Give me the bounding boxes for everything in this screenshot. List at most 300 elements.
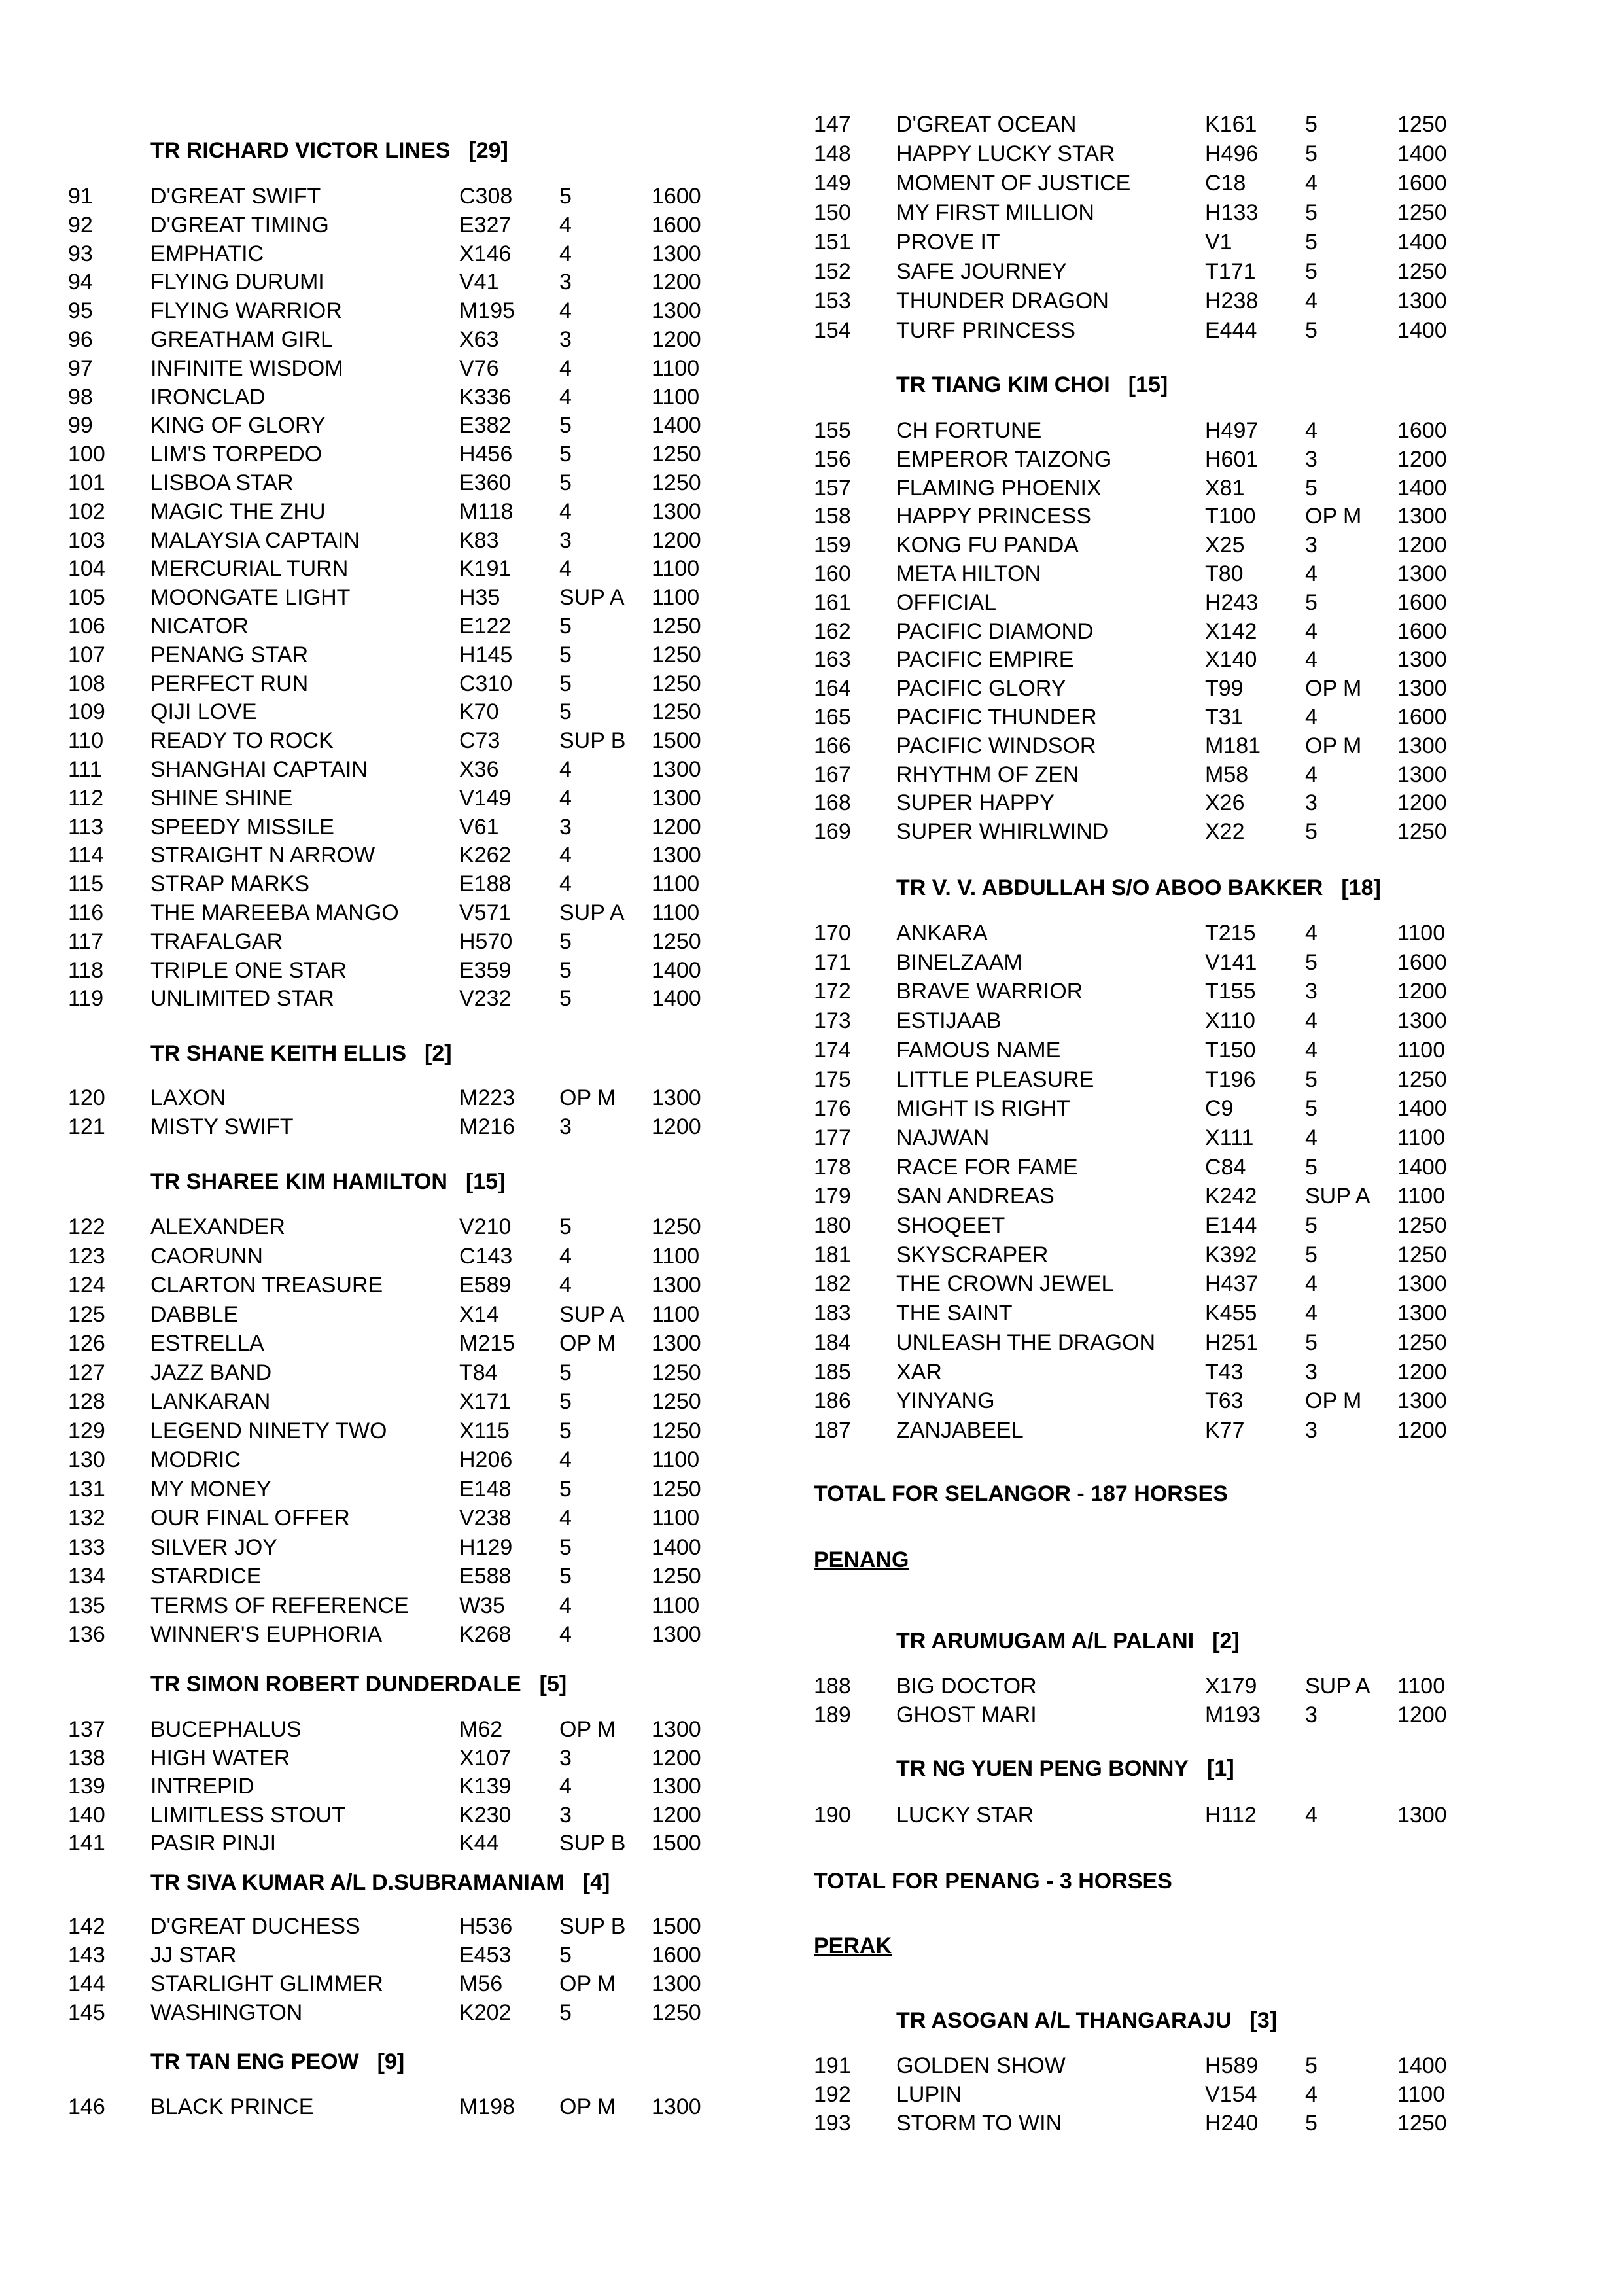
horse-rating: 1200 [652, 270, 701, 294]
horse-rating: 1300 [1397, 1008, 1447, 1033]
horse-class: OP M [1305, 1388, 1362, 1413]
horse-class: 4 [1305, 619, 1318, 644]
horse-code: K44 [459, 1831, 499, 1856]
trainer-name: TR SIVA KUMAR A/L D.SUBRAMANIAM [150, 1870, 565, 1895]
horse-name: FLAMING PHOENIX [896, 476, 1102, 501]
horse-rating: 1250 [652, 1564, 701, 1589]
entry-number: 156 [814, 447, 851, 472]
horse-code: H35 [459, 585, 500, 610]
region-heading-perak: PERAK [814, 1934, 892, 1958]
horse-name: MOMENT OF JUSTICE [896, 171, 1131, 196]
entry-number: 141 [68, 1831, 105, 1856]
horse-class: 3 [1305, 790, 1318, 815]
horse-rating: 1300 [652, 1086, 701, 1110]
horse-code: M195 [459, 298, 515, 323]
entry-number: 147 [814, 112, 851, 137]
horse-name: STRAIGHT N ARROW [150, 843, 375, 868]
horse-rating: 1250 [652, 1214, 701, 1239]
horse-name: FLYING DURUMI [150, 270, 324, 294]
horse-name: ZANJABEEL [896, 1418, 1024, 1443]
horse-code: T155 [1205, 979, 1256, 1004]
horse-name: STARLIGHT GLIMMER [150, 1971, 383, 1996]
entry-number: 185 [814, 1360, 851, 1385]
horse-code: M56 [459, 1971, 503, 1996]
entry-number: 102 [68, 499, 105, 524]
horse-code: H589 [1205, 2053, 1259, 2078]
horse-rating: 1250 [1397, 200, 1447, 225]
horse-code: T80 [1205, 561, 1244, 586]
horse-name: MIGHT IS RIGHT [896, 1096, 1070, 1121]
horse-class: 5 [559, 1419, 572, 1443]
horse-name: BIG DOCTOR [896, 1674, 1037, 1699]
entry-number: 181 [814, 1243, 851, 1267]
horse-code: V1 [1205, 230, 1232, 255]
horse-name: BRAVE WARRIOR [896, 979, 1083, 1004]
entry-number: 135 [68, 1593, 105, 1618]
horse-rating: 1600 [1397, 705, 1447, 730]
entry-number: 134 [68, 1564, 105, 1589]
horse-class: 4 [559, 241, 572, 266]
entry-number: 103 [68, 528, 105, 553]
entry-number: 189 [814, 1703, 851, 1727]
horse-name: D'GREAT SWIFT [150, 184, 321, 209]
horse-class: 4 [1305, 561, 1318, 586]
trainer-heading [150, 1868, 610, 1897]
trainer-name: TR V. V. ABDULLAH S/O ABOO BAKKER [896, 875, 1323, 900]
trainer-name: TR SIMON ROBERT DUNDERDALE [150, 1672, 521, 1697]
horse-code: E359 [459, 958, 512, 983]
horse-code: T99 [1205, 676, 1244, 701]
entry-number: 183 [814, 1301, 851, 1326]
horse-name: BINELZAAM [896, 950, 1022, 975]
horse-rating: 1250 [1397, 112, 1447, 137]
entry-number: 136 [68, 1622, 105, 1647]
trainer-name: TR NG YUEN PENG BONNY [896, 1756, 1189, 1781]
horse-name: INFINITE WISDOM [150, 356, 343, 381]
entry-number: 112 [68, 786, 104, 811]
horse-class: 4 [1305, 1271, 1318, 1296]
horse-class: 5 [1305, 259, 1318, 284]
horse-class: OP M [1305, 733, 1362, 758]
horse-name: ALEXANDER [150, 1214, 285, 1239]
entry-number: 163 [814, 647, 851, 672]
horse-name: NAJWAN [896, 1125, 990, 1150]
horse-rating: 1600 [652, 1943, 701, 1968]
horse-rating: 1250 [1397, 1067, 1447, 1092]
horse-code: X111 [1205, 1125, 1254, 1150]
horse-code: E588 [459, 1564, 512, 1589]
entry-number: 176 [814, 1096, 851, 1121]
horse-rating: 1250 [652, 1419, 701, 1443]
horse-code: E188 [459, 872, 512, 896]
horse-name: SHINE SHINE [150, 786, 293, 811]
horse-code: H240 [1205, 2111, 1259, 2136]
horse-class: 5 [559, 614, 572, 639]
trainer-heading [150, 1039, 452, 1068]
horse-rating: 1200 [1397, 1703, 1447, 1727]
horse-class: 4 [1305, 289, 1318, 313]
horse-code: T171 [1205, 259, 1256, 284]
horse-class: OP M [559, 1086, 616, 1110]
entry-number: 154 [814, 318, 851, 343]
horse-name: PASIR PINJI [150, 1831, 277, 1856]
horse-rating: 1300 [652, 786, 701, 811]
horse-code: K230 [459, 1803, 512, 1828]
horse-code: V154 [1205, 2082, 1257, 2107]
horse-rating: 1200 [1397, 447, 1447, 472]
horse-rating: 1300 [652, 843, 701, 868]
horse-code: V210 [459, 1214, 512, 1239]
horse-code: M223 [459, 1086, 515, 1110]
trainer-horse-count: [4] [582, 1870, 610, 1895]
entry-number: 175 [814, 1067, 851, 1092]
horse-name: CH FORTUNE [896, 418, 1042, 443]
horse-class: 5 [1305, 476, 1318, 501]
horse-rating: 1400 [1397, 1155, 1447, 1180]
trainer-name: TR RICHARD VICTOR LINES [150, 138, 451, 163]
horse-rating: 1400 [1397, 1096, 1447, 1121]
horse-rating: 1200 [1397, 1360, 1447, 1385]
horse-class: 4 [559, 356, 572, 381]
horse-rating: 1200 [652, 327, 701, 352]
horse-name: GOLDEN SHOW [896, 2053, 1066, 2078]
horse-name: HIGH WATER [150, 1746, 290, 1771]
entry-number: 113 [68, 815, 104, 839]
entry-number: 165 [814, 705, 851, 730]
horse-code: M216 [459, 1114, 515, 1139]
horse-rating: 1300 [652, 298, 701, 323]
horse-rating: 1600 [1397, 590, 1447, 615]
horse-name: CLARTON TREASURE [150, 1273, 383, 1298]
horse-name: LIM'S TORPEDO [150, 442, 323, 467]
horse-name: SHANGHAI CAPTAIN [150, 757, 368, 782]
horse-code: X63 [459, 327, 499, 352]
horse-code: T43 [1205, 1360, 1244, 1385]
horse-rating: 1600 [1397, 950, 1447, 975]
horse-rating: 1300 [652, 1622, 701, 1647]
trainer-name: TR ASOGAN A/L THANGARAJU [896, 2008, 1232, 2033]
horse-class: 5 [559, 2000, 572, 2025]
horse-rating: 1600 [1397, 171, 1447, 196]
horse-rating: 1100 [1397, 921, 1446, 945]
entry-number: 168 [814, 790, 851, 815]
entry-number: 109 [68, 699, 105, 724]
entry-number: 142 [68, 1914, 105, 1939]
horse-name: EMPEROR TAIZONG [896, 447, 1112, 472]
horse-class: 5 [1305, 1213, 1318, 1238]
entry-number: 125 [68, 1302, 105, 1327]
horse-name: OFFICIAL [896, 590, 997, 615]
horse-rating: 1200 [1397, 790, 1447, 815]
horse-code: K336 [459, 385, 512, 410]
horse-rating: 1250 [652, 929, 701, 954]
horse-class: 5 [559, 1535, 572, 1560]
horse-code: V232 [459, 986, 512, 1011]
horse-code: H570 [459, 929, 513, 954]
horse-name: MY FIRST MILLION [896, 200, 1094, 225]
horse-name: SHOQEET [896, 1213, 1005, 1238]
horse-rating: 1200 [652, 1746, 701, 1771]
horse-name: SAN ANDREAS [896, 1184, 1055, 1209]
entry-number: 139 [68, 1774, 105, 1799]
horse-class: 5 [1305, 819, 1318, 844]
horse-class: 5 [559, 1477, 572, 1502]
horse-code: T150 [1205, 1038, 1256, 1063]
horse-code: V76 [459, 356, 499, 381]
horse-name: JAZZ BAND [150, 1360, 272, 1385]
horse-class: 4 [1305, 2082, 1318, 2107]
entry-number: 151 [814, 230, 851, 255]
horse-name: PENANG STAR [150, 643, 309, 667]
horse-rating: 1100 [652, 585, 700, 610]
horse-class: SUP B [559, 1914, 626, 1939]
entry-number: 145 [68, 2000, 105, 2025]
horse-rating: 1100 [652, 1593, 700, 1618]
entry-number: 161 [814, 590, 851, 615]
horse-name: OUR FINAL OFFER [150, 1506, 350, 1530]
entry-number: 140 [68, 1803, 105, 1828]
horse-class: SUP A [559, 585, 625, 610]
horse-rating: 1300 [652, 2094, 701, 2119]
horse-code: K268 [459, 1622, 512, 1647]
horse-class: 5 [559, 1389, 572, 1414]
trainer-name: TR SHAREE KIM HAMILTON [150, 1169, 447, 1194]
horse-rating: 1250 [652, 2000, 701, 2025]
horse-code: V141 [1205, 950, 1257, 975]
horse-name: META HILTON [896, 561, 1041, 586]
horse-class: OP M [559, 1971, 616, 1996]
horse-class: 5 [559, 671, 572, 696]
horse-code: H133 [1205, 200, 1259, 225]
entry-number: 166 [814, 733, 851, 758]
entry-number: 133 [68, 1535, 105, 1560]
horse-rating: 1250 [652, 1389, 701, 1414]
horse-name: MALAYSIA CAPTAIN [150, 528, 360, 553]
horse-class: 4 [559, 213, 572, 238]
entry-number: 184 [814, 1330, 851, 1355]
horse-rating: 1300 [1397, 1271, 1447, 1296]
horse-code: T196 [1205, 1067, 1256, 1092]
horse-rating: 1250 [1397, 1243, 1447, 1267]
trainer-name: TR TIANG KIM CHOI [896, 372, 1110, 397]
horse-code: K455 [1205, 1301, 1257, 1326]
horse-name: FLYING WARRIOR [150, 298, 342, 323]
trainer-heading [896, 2006, 1277, 2035]
entry-number: 172 [814, 979, 851, 1004]
entry-number: 146 [68, 2094, 105, 2119]
entry-number: 119 [68, 986, 104, 1011]
horse-name: XAR [896, 1360, 942, 1385]
horse-name: SUPER WHIRLWIND [896, 819, 1109, 844]
horse-code: K202 [459, 2000, 512, 2025]
horse-name: MISTY SWIFT [150, 1114, 294, 1139]
horse-class: 3 [559, 1803, 572, 1828]
horse-name: LUPIN [896, 2082, 962, 2107]
horse-class: 4 [559, 1447, 572, 1472]
entry-number: 101 [68, 470, 105, 495]
entry-number: 98 [68, 385, 93, 410]
horse-code: C9 [1205, 1096, 1234, 1121]
horse-rating: 1300 [652, 1774, 701, 1799]
horse-rating: 1100 [1397, 1125, 1446, 1150]
trainer-heading [896, 370, 1168, 399]
horse-name: SKYSCRAPER [896, 1243, 1049, 1267]
horse-code: V149 [459, 786, 512, 811]
entry-number: 144 [68, 1971, 105, 1996]
horse-code: C310 [459, 671, 513, 696]
horse-name: SILVER JOY [150, 1535, 277, 1560]
horse-rating: 1100 [1397, 1674, 1446, 1699]
horse-code: H437 [1205, 1271, 1259, 1296]
entry-number: 92 [68, 213, 93, 238]
horse-rating: 1500 [652, 728, 701, 753]
horse-class: 3 [559, 270, 572, 294]
entry-number: 99 [68, 413, 93, 438]
horse-name: KING OF GLORY [150, 413, 326, 438]
entry-number: 93 [68, 241, 93, 266]
horse-class: 4 [559, 1273, 572, 1298]
horse-code: X26 [1205, 790, 1245, 815]
horse-class: 4 [559, 786, 572, 811]
horse-name: QIJI LOVE [150, 699, 257, 724]
entry-number: 104 [68, 556, 105, 581]
horse-name: STRAP MARKS [150, 872, 310, 896]
trainer-horse-count: [9] [377, 2049, 405, 2074]
horse-code: X115 [459, 1419, 510, 1443]
horse-rating: 1300 [1397, 1301, 1447, 1326]
horse-code: K392 [1205, 1243, 1257, 1267]
horse-name: MAGIC THE ZHU [150, 499, 326, 524]
horse-class: 4 [1305, 418, 1318, 443]
horse-code: H496 [1205, 141, 1259, 166]
horse-class: 4 [559, 757, 572, 782]
horse-name: EMPHATIC [150, 241, 264, 266]
horse-code: H145 [459, 643, 513, 667]
horse-rating: 1300 [652, 1717, 701, 1742]
horse-code: C308 [459, 184, 513, 209]
horse-code: K70 [459, 699, 499, 724]
entry-number: 179 [814, 1184, 851, 1209]
horse-rating: 1400 [1397, 2053, 1447, 2078]
entry-number: 167 [814, 762, 851, 787]
trainer-horse-count: [15] [1128, 372, 1168, 397]
horse-class: 5 [559, 699, 572, 724]
entry-number: 95 [68, 298, 93, 323]
trainer-name: TR ARUMUGAM A/L PALANI [896, 1629, 1195, 1653]
horse-class: OP M [1305, 504, 1362, 529]
trainer-horse-count: [15] [465, 1169, 506, 1194]
horse-code: X107 [459, 1746, 512, 1771]
horse-rating: 1300 [1397, 733, 1447, 758]
horse-code: E144 [1205, 1213, 1257, 1238]
horse-name: NICATOR [150, 614, 249, 639]
horse-class: 4 [559, 556, 572, 581]
entry-number: 193 [814, 2111, 851, 2136]
trainer-horse-count: [3] [1249, 2008, 1278, 2033]
horse-class: 4 [1305, 705, 1318, 730]
horse-code: E327 [459, 213, 512, 238]
entry-number: 173 [814, 1008, 851, 1033]
horse-name: PACIFIC THUNDER [896, 705, 1097, 730]
entry-number: 118 [68, 958, 104, 983]
horse-class: 5 [559, 929, 572, 954]
horse-class: 5 [1305, 1330, 1318, 1355]
entry-number: 108 [68, 671, 105, 696]
horse-class: 4 [559, 843, 572, 868]
horse-class: 4 [1305, 1008, 1318, 1033]
horse-rating: 1300 [1397, 289, 1447, 313]
trainer-heading [150, 2047, 404, 2076]
entry-number: 100 [68, 442, 105, 467]
horse-code: E453 [459, 1943, 512, 1968]
horse-name: RHYTHM OF ZEN [896, 762, 1079, 787]
horse-rating: 1100 [1397, 2082, 1446, 2107]
horse-name: LEGEND NINETY TWO [150, 1419, 387, 1443]
entry-number: 117 [68, 929, 104, 954]
horse-rating: 1100 [652, 385, 700, 410]
horse-class: 3 [1305, 1703, 1318, 1727]
trainer-horse-count: [2] [1212, 1629, 1240, 1653]
horse-rating: 1250 [652, 1477, 701, 1502]
entry-number: 178 [814, 1155, 851, 1180]
horse-class: 3 [1305, 1360, 1318, 1385]
horse-name: LITTLE PLEASURE [896, 1067, 1094, 1092]
horse-name: DABBLE [150, 1302, 239, 1327]
horse-name: MERCURIAL TURN [150, 556, 349, 581]
horse-code: H456 [459, 442, 513, 467]
horse-rating: 1600 [1397, 619, 1447, 644]
horse-class: 4 [559, 1774, 572, 1799]
horse-class: OP M [559, 1331, 616, 1356]
horse-class: 4 [559, 298, 572, 323]
horse-code: K83 [459, 528, 499, 553]
horse-rating: 1250 [652, 470, 701, 495]
horse-name: LUCKY STAR [896, 1803, 1034, 1828]
horse-rating: 1300 [1397, 762, 1447, 787]
horse-rating: 1200 [652, 815, 701, 839]
horse-code: H243 [1205, 590, 1259, 615]
horse-code: T84 [459, 1360, 498, 1385]
horse-rating: 1300 [652, 1273, 701, 1298]
horse-class: 5 [1305, 318, 1318, 343]
entry-number: 150 [814, 200, 851, 225]
horse-rating: 1400 [1397, 476, 1447, 501]
entry-number: 149 [814, 171, 851, 196]
horse-name: TURF PRINCESS [896, 318, 1075, 343]
entry-number: 182 [814, 1271, 851, 1296]
horse-code: C18 [1205, 171, 1246, 196]
horse-code: X179 [1205, 1674, 1257, 1699]
trainer-heading [896, 1754, 1234, 1783]
horse-code: X140 [1205, 647, 1257, 672]
horse-code: K161 [1205, 112, 1257, 137]
horse-class: 3 [1305, 979, 1318, 1004]
horse-class: 4 [559, 1622, 572, 1647]
horse-rating: 1100 [652, 872, 700, 896]
horse-rating: 1200 [652, 1114, 701, 1139]
horse-code: M181 [1205, 733, 1261, 758]
horse-rating: 1100 [1397, 1038, 1446, 1063]
horse-code: M62 [459, 1717, 503, 1742]
horse-class: SUP A [559, 1302, 625, 1327]
total-penang: TOTAL FOR PENANG - 3 HORSES [814, 1869, 1172, 1894]
horse-class: 4 [559, 1244, 572, 1269]
horse-class: 4 [559, 1506, 572, 1530]
horse-name: TRIPLE ONE STAR [150, 958, 347, 983]
horse-code: W35 [459, 1593, 505, 1618]
horse-name: LISBOA STAR [150, 470, 294, 495]
horse-name: PACIFIC EMPIRE [896, 647, 1074, 672]
